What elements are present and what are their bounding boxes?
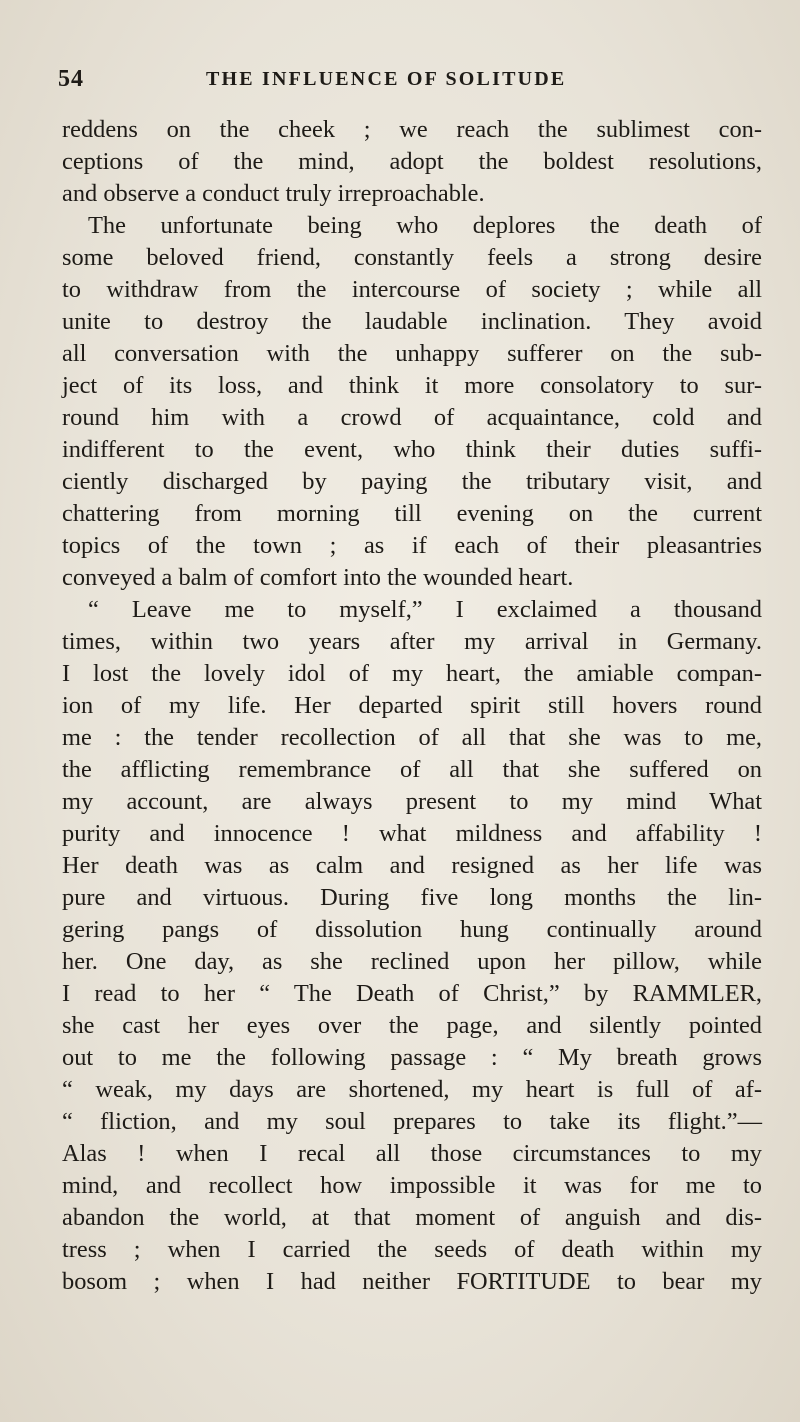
text-line: out to me the following passage : “ My breath grows [62,1044,762,1071]
text-line: my account, are always present to my mind What [62,788,762,815]
text-line: to withdraw from the intercourse of society ; while all [62,276,762,303]
running-head [0,66,800,106]
text-line: purity and innocence ! what mildness and affability ! [62,820,762,847]
text-line: indifferent to the event, who think their duties suffi- [62,436,762,463]
text-line: “ Leave me to myself,” I exclaimed a thousand [88,596,762,623]
text-line: topics of the town ; as if each of their pleasantries [62,532,762,559]
running-title: THE INFLUENCE OF SOLITUDE [206,68,567,90]
text-line: “ fliction, and my soul prepares to take its flight.”— [62,1108,762,1135]
text-line: abandon the world, at that moment of anguish and dis- [62,1204,762,1231]
text-line: she cast her eyes over the page, and silently pointed [62,1012,762,1039]
text-line: reddens on the cheek ; we reach the sublimest con- [62,116,762,143]
text-line: some beloved friend, constantly feels a strong desire [62,244,762,271]
text-line: her. One day, as she reclined upon her pillow, while [62,948,762,975]
text-line: conveyed a balm of comfort into the wounded heart. [62,564,574,591]
body-text [62,114,762,1298]
text-line: ciently discharged by paying the tributary visit, and [62,468,762,495]
text-line: I read to her “ The Death of Christ,” by RAMMLER, [62,980,762,1007]
text-line: bosom ; when I had neither FORTITUDE to bear my [62,1268,762,1295]
text-line: me : the tender recollection of all that she was to me, [62,724,762,751]
text-line: chattering from morning till evening on the current [62,500,762,527]
text-line: gering pangs of dissolution hung continually around [62,916,762,943]
text-line: I lost the lovely idol of my heart, the amiable compan- [62,660,762,687]
text-line: pure and virtuous. During five long months the lin- [62,884,762,911]
text-line: mind, and recollect how impossible it was for me to [62,1172,762,1199]
page-number: 54 [58,66,84,92]
text-line: ject of its loss, and think it more consolatory to sur- [62,372,762,399]
text-line: Alas ! when I recal all those circumstances to my [62,1140,762,1167]
text-line: all conversation with the unhappy sufferer on the sub- [62,340,762,367]
text-line: ceptions of the mind, adopt the boldest resolutions, [62,148,762,175]
text-line: round him with a crowd of acquaintance, cold and [62,404,762,431]
text-line: and observe a conduct truly irreproachable. [62,180,485,207]
text-line: ion of my life. Her departed spirit still hovers round [62,692,762,719]
text-line: tress ; when I carried the seeds of death within my [62,1236,762,1263]
text-line: Her death was as calm and resigned as her life was [62,852,762,879]
text-line: times, within two years after my arrival in Germany. [62,628,762,655]
text-line: The unfortunate being who deplores the death of [88,212,762,239]
text-line: the afflicting remembrance of all that she suffered on [62,756,762,783]
text-line: “ weak, my days are shortened, my heart is full of af- [62,1076,762,1103]
text-line: unite to destroy the laudable inclination. They avoid [62,308,762,335]
